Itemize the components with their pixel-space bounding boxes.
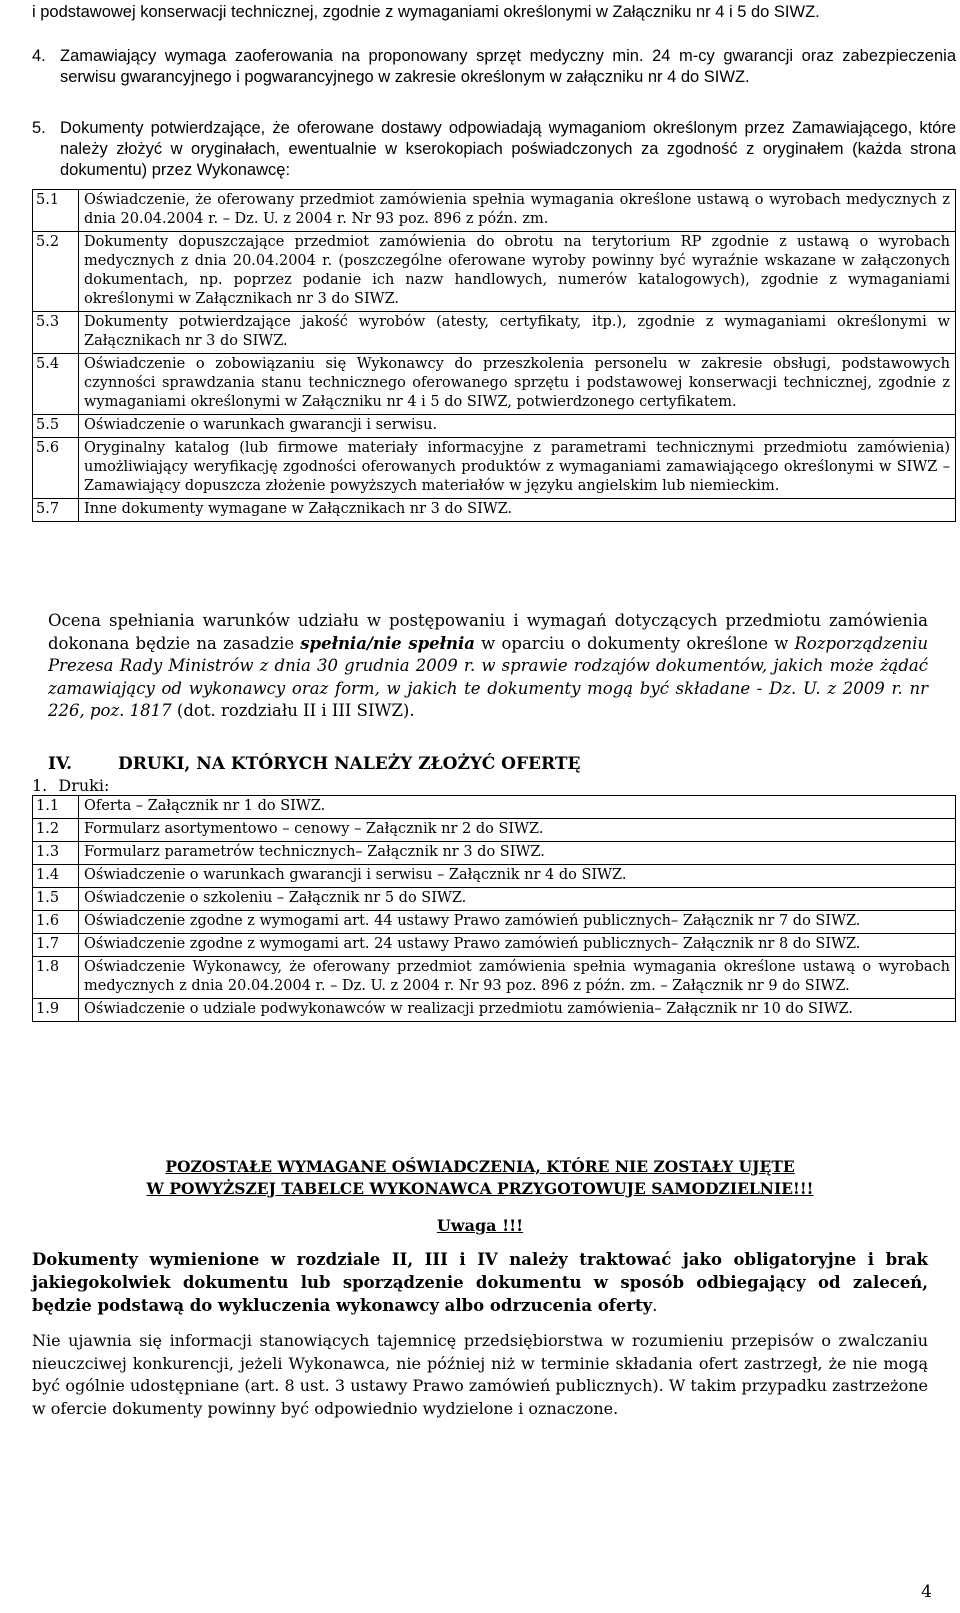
- obligatory-text: Dokumenty wymienione w rozdziale II, III i IV należy traktować jako obligatoryjne i brak jakiegokolwiek dokumentu lub sporządzenie dokumentu w sposób odbiegający od zaleceń, będzie podstawą do wykluczenia wykonawcy albo odrzucenia oferty: [32, 1250, 928, 1315]
- assessment-text: w oparciu o dokumenty określone w: [474, 633, 795, 653]
- row-text: Dokumenty dopuszczające przedmiot zamówienia do obrotu na terytorium RP zgodnie z ustawą o wyrobach medycznych z dnia 20.04.2004 r. (poszczególne oferowane wyroby powinny być wyraźnie wskazane w załączonych dokumentach, np. poprzez podanie ich nazw handlowych, numerów katalogowych), zgodnie z wymaganiami określonymi w Załącznikach nr 3 do SIWZ.: [79, 232, 956, 312]
- notice-line-2: W POWYŻSZEJ TABELCE WYKONAWCA PRZYGOTOWUJE SAMODZIELNIE!!!: [146, 1179, 814, 1198]
- row-number: 5.5: [33, 415, 79, 438]
- documents-table-row: [33, 190, 956, 232]
- documents-table-row: [33, 232, 956, 312]
- forms-table-row: [33, 999, 956, 1022]
- documents-table-body: [33, 190, 956, 522]
- forms-table-body: [33, 796, 956, 1022]
- row-text: Formularz asortymentowo – cenowy – Załącznik nr 2 do SIWZ.: [79, 819, 956, 842]
- item-number: 5.: [32, 119, 46, 137]
- section-title: DRUKI, NA KTÓRYCH NALEŻY ZŁOŻYĆ OFERTĘ: [118, 754, 581, 774]
- row-number: 5.3: [33, 312, 79, 354]
- forms-table-row: [33, 911, 956, 934]
- notice-line-1: POZOSTAŁE WYMAGANE OŚWIADCZENIA, KTÓRE NIE ZOSTAŁY UJĘTE: [165, 1157, 795, 1176]
- intro-item-5: [32, 118, 956, 181]
- row-text: Oświadczenie o szkoleniu – Załącznik nr 5 do SIWZ.: [79, 888, 956, 911]
- documents-table-row: [33, 312, 956, 354]
- row-number: 1.4: [33, 865, 79, 888]
- row-text: Oświadczenie o warunkach gwarancji i serwisu.: [79, 415, 956, 438]
- forms-table-row: [33, 819, 956, 842]
- page-number: 4: [921, 1582, 932, 1602]
- row-text: Formularz parametrów technicznych– Załącznik nr 3 do SIWZ.: [79, 842, 956, 865]
- row-text: Oświadczenie Wykonawcy, że oferowany przedmiot zamówienia spełnia wymagania określone ustawą o wyrobach medycznych z dnia 20.04.2004 r. – Dz. U. z 2004 r. Nr 93 poz. 896 z późn. zm. – Załącznik nr 9 do SIWZ.: [79, 957, 956, 999]
- row-number: 1.9: [33, 999, 79, 1022]
- row-text: Inne dokumenty wymagane w Załącznikach nr 3 do SIWZ.: [79, 499, 956, 522]
- forms-table: [32, 795, 956, 1022]
- assessment-criterion: spełnia/nie spełnia: [300, 633, 475, 653]
- confidentiality-paragraph: Nie ujawnia się informacji stanowiących tajemnicę przedsiębiorstwa w rozumieniu przepisów o zwalczaniu nieuczciwej konkurencji, jeżeli Wykonawca, nie później niż w terminie składania ofert zastrzegł, że nie mogą być ogólnie udostępniane (art. 8 ust. 3 ustawy Prawo zamówień publicznych). W takim przypadku zastrzeżone w ofercie dokumenty powinny być odpowiednio wydzielone i oznaczone.: [32, 1331, 928, 1418]
- item-number: 4.: [32, 47, 46, 65]
- row-text: Oświadczenie zgodne z wymogami art. 24 ustawy Prawo zamówień publicznych– Załącznik nr 8 do SIWZ.: [79, 934, 956, 957]
- intro-line: i podstawowej konserwacji technicznej, zgodnie z wymaganiami określonymi w Załączniku nr 4 i 5 do SIWZ.: [32, 3, 820, 21]
- row-number: 5.2: [33, 232, 79, 312]
- row-number: 5.7: [33, 499, 79, 522]
- intro-continuation: [32, 2, 956, 23]
- row-text: Oświadczenie zgodne z wymogami art. 44 ustawy Prawo zamówień publicznych– Załącznik nr 7 do SIWZ.: [79, 911, 956, 934]
- item-text: Dokumenty potwierdzające, że oferowane dostawy odpowiadają wymaganiom określonym przez Zamawiającego, które należy złożyć w oryginałach, ewentualnie w kserokopiach poświadczonych za zgodność z oryginałem (każda strona dokumentu) przez Wykonawcę:: [60, 119, 956, 179]
- forms-table-row: [33, 865, 956, 888]
- row-text: Oświadczenie, że oferowany przedmiot zamówienia spełnia wymagania określone ustawą o wyrobach medycznych z dnia 20.04.2004 r. – Dz. U. z 2004 r. Nr 93 poz. 896 z późn. zm.: [79, 190, 956, 232]
- documents-table: [32, 189, 956, 522]
- row-number: 1.3: [33, 842, 79, 865]
- documents-table-row: [33, 438, 956, 499]
- row-number: 1.1: [33, 796, 79, 819]
- forms-table-row: [33, 957, 956, 999]
- row-text: Dokumenty potwierdzające jakość wyrobów (atesty, certyfikaty, itp.), zgodnie z wymaganiami określonymi w Załącznikach nr 3 do SIWZ.: [79, 312, 956, 354]
- regulation-reference: Rozporządzeniu Prezesa Rady Ministrów z dnia 30 grudnia 2009 r. w sprawie rodzajów dokumentów, jakich może żądać zamawiający od wykonawcy oraz form, w jakich te dokumenty mogą być składane - Dz. U. z 2009 r. nr 226, poz. 1817: [48, 633, 928, 720]
- warning-heading: Uwaga !!!: [436, 1216, 524, 1235]
- druki-number: 1.: [32, 776, 48, 795]
- druki-label-row: [32, 776, 109, 795]
- row-text: Oświadczenie o udziale podwykonawców w realizacji przedmiotu zamówienia– Załącznik nr 10 do SIWZ.: [79, 999, 956, 1022]
- row-number: 1.7: [33, 934, 79, 957]
- row-number: 5.1: [33, 190, 79, 232]
- assessment-text: (dot. rozdziału II i III SIWZ).: [171, 701, 415, 720]
- row-number: 1.8: [33, 957, 79, 999]
- row-number: 1.5: [33, 888, 79, 911]
- section-roman-numeral: IV.: [48, 754, 73, 774]
- item-text: Zamawiający wymaga zaoferowania na proponowany sprzęt medyczny min. 24 m-cy gwarancji oraz zabezpieczenia serwisu gwarancyjnego i pogwarancyjnego w zakresie określonym w załączniku nr 4 do SIWZ.: [60, 47, 956, 86]
- assessment-text: Ocena spełniania warunków udziału w postępowaniu i wymagań dotyczących przedmiotu zamówienia dokonana będzie na zasadzie: [48, 611, 928, 653]
- row-text: Oświadczenie o warunkach gwarancji i serwisu – Załącznik nr 4 do SIWZ.: [79, 865, 956, 888]
- row-number: 5.6: [33, 438, 79, 499]
- forms-table-row: [33, 796, 956, 819]
- forms-table-row: [33, 842, 956, 865]
- obligatory-text-end: .: [652, 1296, 658, 1315]
- row-number: 1.6: [33, 911, 79, 934]
- row-number: 1.2: [33, 819, 79, 842]
- row-text: Oryginalny katalog (lub firmowe materiały informacyjne z parametrami technicznymi przedmiotu zamówienia) umożliwiający weryfikację zgodności oferowanych produktów z wymaganiami zamawiającego określonymi w SIWZ – Zamawiający dopuszcza złożenie powyższych materiałów w języku angielskim lub niemieckim.: [79, 438, 956, 499]
- documents-table-row: [33, 415, 956, 438]
- row-number: 5.4: [33, 354, 79, 415]
- forms-table-row: [33, 888, 956, 911]
- druki-label: Druki:: [58, 776, 110, 795]
- intro-item-4: [32, 46, 956, 88]
- assessment-paragraph: [48, 610, 928, 723]
- documents-table-row: [33, 499, 956, 522]
- documents-table-row: [33, 354, 956, 415]
- forms-table-row: [33, 934, 956, 957]
- obligatory-documents-paragraph: [32, 1248, 928, 1317]
- row-text: Oświadczenie o zobowiązaniu się Wykonawcy do przeszkolenia personelu w zakresie obsługi, podstawowych czynności sprawdzania stanu technicznego oferowanego sprzętu i podstawowej konserwacji technicznej, zgodnie z wymaganiami określonymi w Załączniku nr 4 i 5 do SIWZ, potwierdzonego certyfikatem.: [79, 354, 956, 415]
- row-text: Oferta – Załącznik nr 1 do SIWZ.: [79, 796, 956, 819]
